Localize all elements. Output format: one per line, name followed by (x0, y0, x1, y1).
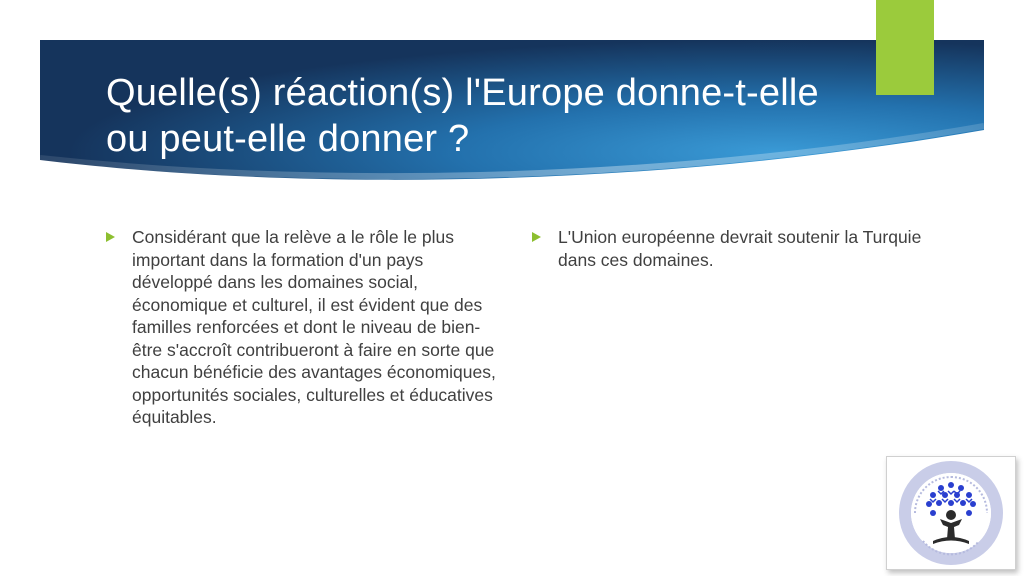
accent-tab (876, 0, 934, 95)
right-content-column (532, 226, 932, 271)
bullet-item (106, 226, 496, 429)
slide-title: Quelle(s) réaction(s) l'Europe donne-t-elle ou peut-elle donner ? (106, 72, 819, 160)
family-tree-logo-icon (893, 457, 1009, 569)
title-band (40, 40, 984, 190)
bullet-item (532, 226, 932, 271)
green-triangle-bullet-icon (532, 232, 541, 242)
bullet-text-left: Considérant que la relève a le rôle le plus important dans la formation d'un pays développé dans les domaines social, économique et culturel, il est évident que des familles renforcées et dont le niveau de bien-être s'accroît contribueront à faire en sorte que chacun bénéficie des avantages économiques, opportunités sociales, culturelles et éducatives équitables. (132, 227, 496, 427)
left-content-column (106, 226, 496, 429)
logo-frame (886, 456, 1016, 570)
bullet-text-right: L'Union européenne devrait soutenir la Turquie dans ces domaines. (558, 227, 922, 270)
green-triangle-bullet-icon (106, 232, 115, 242)
